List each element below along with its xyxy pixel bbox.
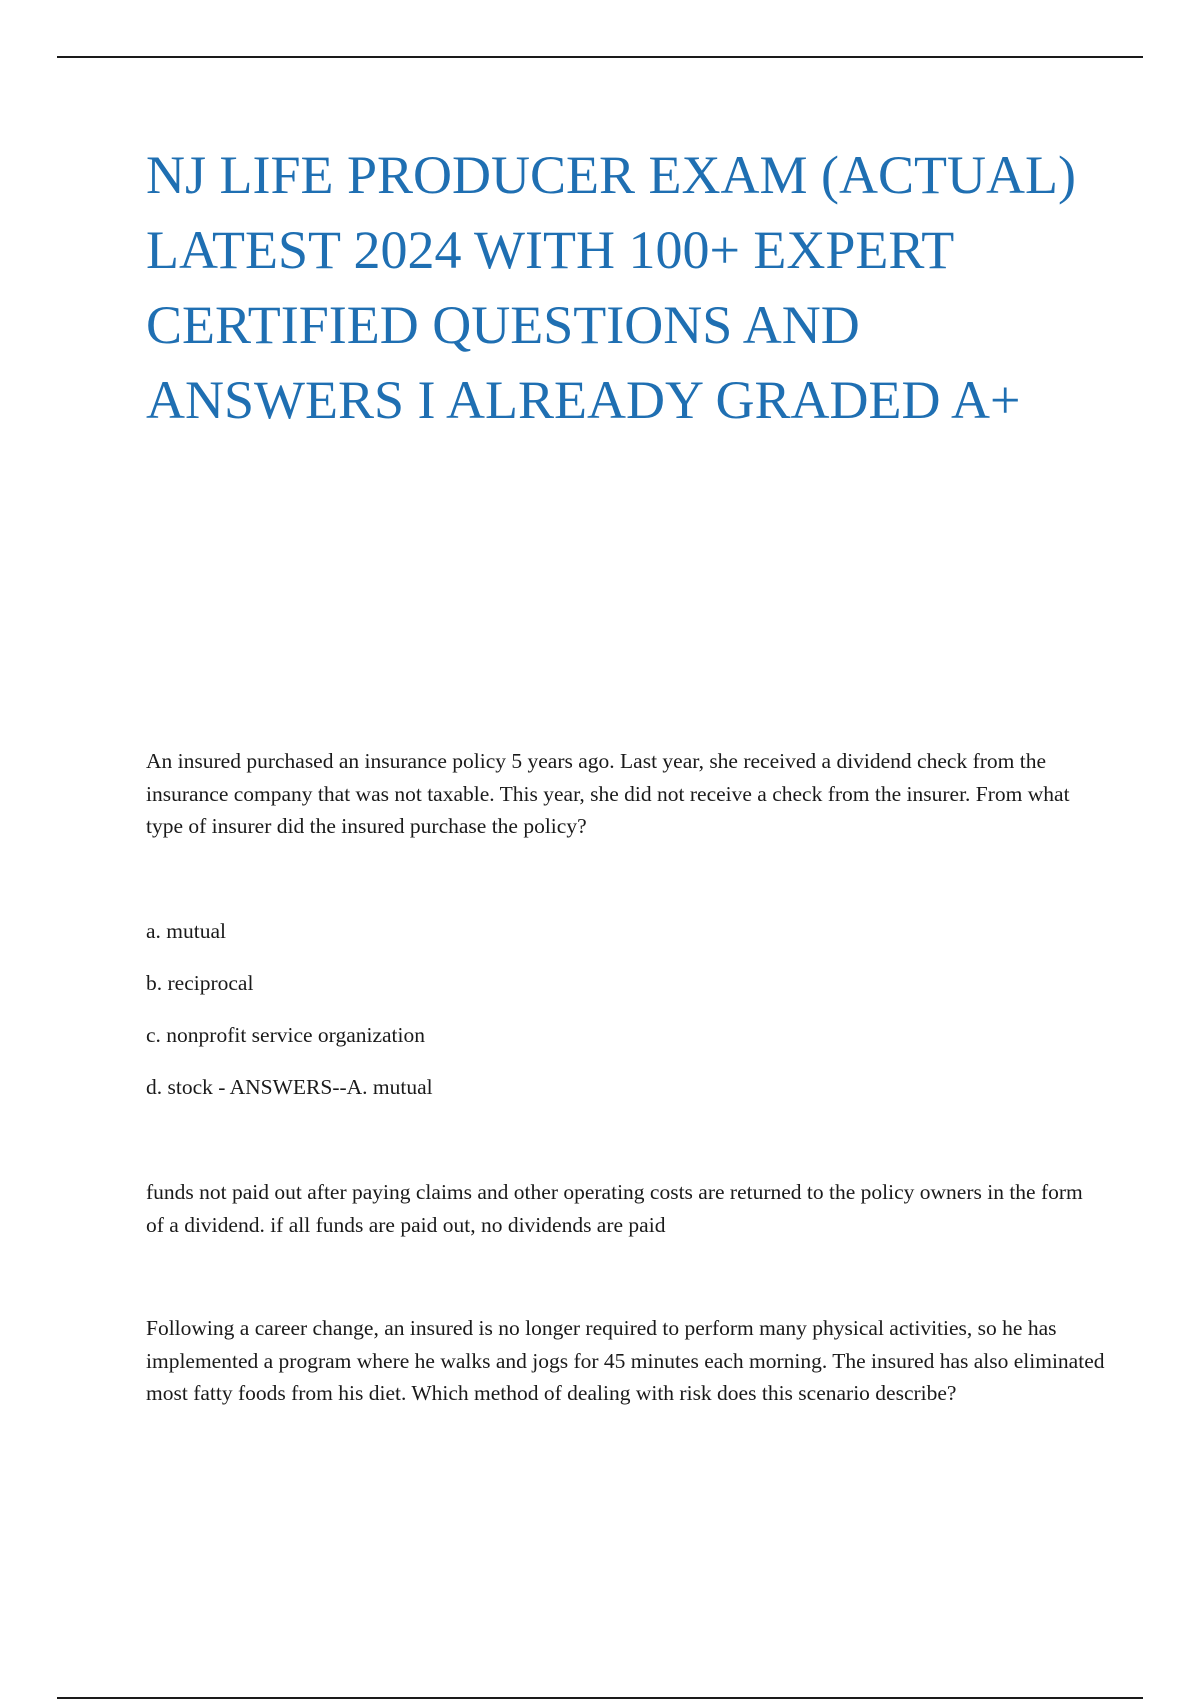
option-d-with-answer: d. stock - ANSWERS--A. mutual <box>146 1075 433 1099</box>
question-1-text: An insured purchased an insurance policy 5 years ago. Last year, she received a dividend check from the insurance company that was not taxable. This year, she did not receive a check from the insurer. From what type of insurer did the insured purchase the policy? <box>146 749 1070 838</box>
option-a: a. mutual <box>146 919 227 943</box>
question-2-text: Following a career change, an insured is no longer required to perform many physical activities, so he has implemented a program where he walks and jogs for 45 minutes each morning. The insured has also eliminated most fatty foods from his diet. Which method of dealing with risk does this scenario describe? <box>146 1316 1105 1405</box>
top-divider <box>57 56 1143 58</box>
bottom-divider <box>57 1697 1143 1699</box>
option-b: b. reciprocal <box>146 971 254 995</box>
document-title: NJ LIFE PRODUCER EXAM (ACTUAL) LATEST 2024 WITH 100+ EXPERT CERTIFIED QUESTIONS AND ANSWERS I ALREADY GRADED A+ <box>146 145 1076 430</box>
option-c: c. nonprofit service organization <box>146 1023 426 1047</box>
question-1-explanation: funds not paid out after paying claims and other operating costs are returned to the policy owners in the form of a dividend. if all funds are paid out, no dividends are paid <box>146 1180 1083 1237</box>
question-1-options <box>146 913 433 1121</box>
